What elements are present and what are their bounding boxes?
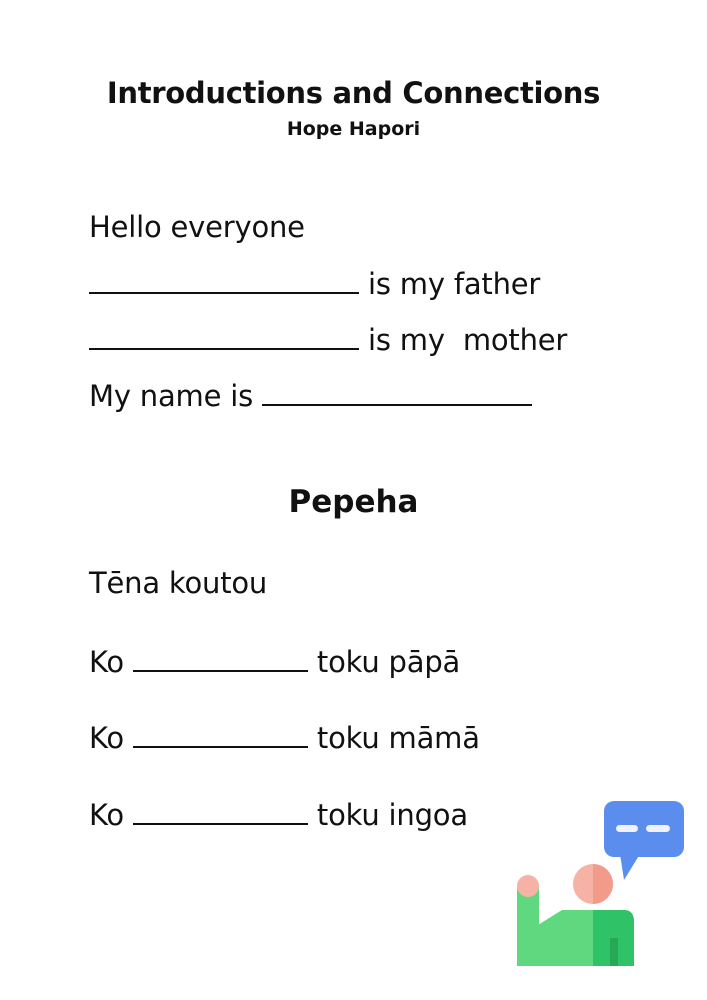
mother-suffix: is my mother [368, 323, 568, 357]
father-blank[interactable] [89, 266, 359, 294]
name-blank[interactable] [262, 378, 532, 406]
pepeha-ko-mother: Ko [89, 721, 124, 755]
english-name-line [89, 378, 532, 413]
speech-bubble-body [604, 801, 684, 857]
pepeha-father-suffix: toku pāpā [316, 645, 461, 679]
pepeha-father-line [89, 644, 460, 679]
pepeha-name-suffix: toku ingoa [316, 798, 468, 832]
pepeha-greeting-line [89, 566, 267, 600]
english-greeting: Hello everyone [89, 210, 305, 244]
name-prefix: My name is [89, 379, 254, 413]
page-subtitle: Hope Hapori [286, 118, 421, 140]
pepeha-ko-name: Ko [89, 798, 124, 832]
person-speaking-icon [512, 798, 688, 970]
speech-bubble-icon [604, 801, 684, 880]
speech-dash-right [646, 825, 670, 832]
english-father-line [89, 266, 540, 301]
person-pocket [610, 938, 618, 966]
pepeha-heading: Pepeha [288, 484, 419, 520]
english-greeting-line [89, 210, 305, 244]
father-suffix: is my father [368, 267, 541, 301]
pepeha-mother-line [89, 720, 480, 755]
pepeha-mother-suffix: toku māmā [316, 721, 480, 755]
english-mother-line [89, 322, 567, 357]
page-title: Introductions and Connections [106, 76, 601, 110]
pepeha-name-blank[interactable] [133, 797, 308, 825]
pepeha-ko-father: Ko [89, 645, 124, 679]
pepeha-father-blank[interactable] [133, 644, 308, 672]
raised-hand [517, 875, 539, 897]
speech-bubble-tail [620, 854, 640, 880]
mother-blank[interactable] [89, 322, 359, 350]
pepeha-greeting: Tēna koutou [89, 566, 268, 600]
pepeha-name-line [89, 797, 468, 832]
person-head-shade [593, 864, 613, 904]
speech-dash-left [616, 825, 638, 832]
pepeha-mother-blank[interactable] [133, 720, 308, 748]
